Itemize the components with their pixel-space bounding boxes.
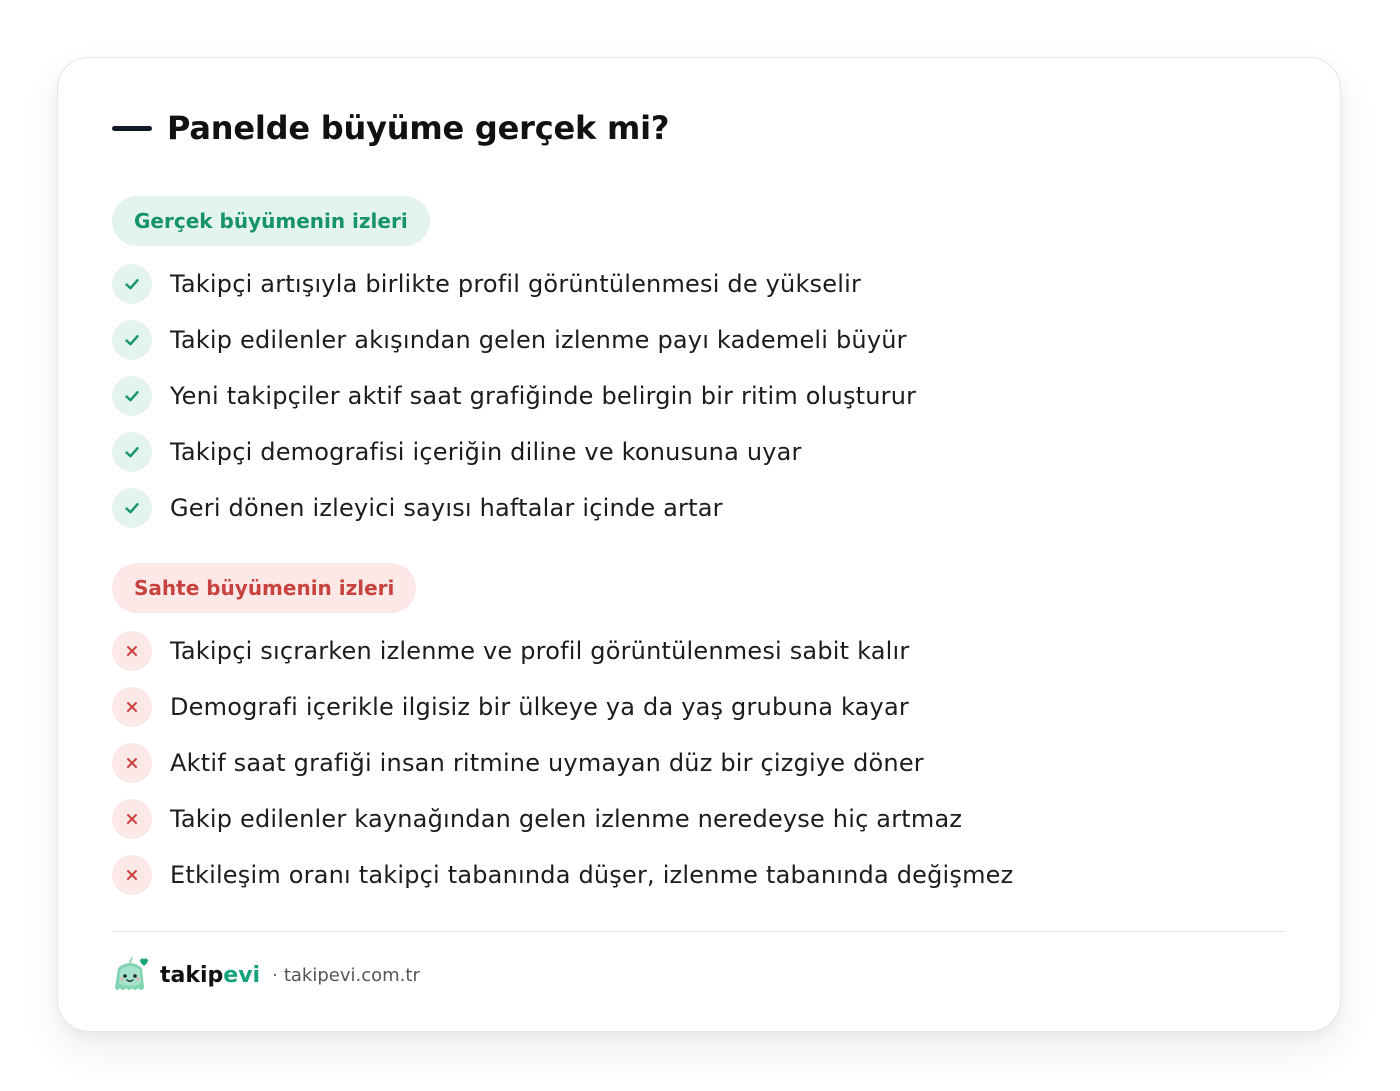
page-title: Panelde büyüme gerçek mi? <box>167 109 670 147</box>
check-icon <box>123 499 141 517</box>
check-icon <box>123 443 141 461</box>
list-item <box>112 799 1013 839</box>
cross-badge <box>112 631 152 671</box>
list-item-text: Takipçi sıçrarken izlenme ve profil görüntülenmesi sabit kalır <box>170 637 910 665</box>
footer-divider <box>112 931 1286 932</box>
cross-badge <box>112 687 152 727</box>
check-icon <box>123 275 141 293</box>
check-badge <box>112 432 152 472</box>
cross-badge <box>112 799 152 839</box>
info-card <box>57 57 1341 1032</box>
check-icon <box>123 331 141 349</box>
footer-url: takipevi.com.tr <box>283 964 420 986</box>
list-item <box>112 743 1013 783</box>
list-item <box>112 631 1013 671</box>
list-item <box>112 264 916 304</box>
list-item-text: Geri dönen izleyici sayısı haftalar içinde artar <box>170 494 723 522</box>
x-icon <box>123 866 141 884</box>
list-item-text: Etkileşim oranı takipçi tabanında düşer, izlenme tabanında değişmez <box>170 861 1014 889</box>
title-dash <box>112 126 152 131</box>
list-item <box>112 488 916 528</box>
footer <box>110 954 420 996</box>
list-item-text: Takipçi artışıyla birlikte profil görüntülenmesi de yükselir <box>170 270 862 298</box>
fake-signs-list <box>112 631 1013 911</box>
list-item-text: Takipçi demografisi içeriğin diline ve konusuna uyar <box>170 438 802 466</box>
list-item <box>112 687 1013 727</box>
list-item-text: Takip edilenler kaynağından gelen izlenme neredeyse hiç artmaz <box>170 805 963 833</box>
title-row <box>112 106 669 150</box>
list-item <box>112 855 1013 895</box>
check-badge <box>112 320 152 360</box>
list-item <box>112 320 916 360</box>
good-signs-heading: Gerçek büyümenin izleri <box>112 196 430 246</box>
check-badge <box>112 488 152 528</box>
check-badge <box>112 264 152 304</box>
check-badge <box>112 376 152 416</box>
cross-badge <box>112 743 152 783</box>
brand-name: takipevi <box>160 962 261 988</box>
list-item-text: Aktif saat grafiği insan ritmine uymayan düz bir çizgiye döner <box>170 749 924 777</box>
list-item <box>112 432 916 472</box>
x-icon <box>123 642 141 660</box>
check-icon <box>123 387 141 405</box>
x-icon <box>123 754 141 772</box>
good-signs-list <box>112 264 916 544</box>
x-icon <box>123 810 141 828</box>
mascot-logo <box>110 954 150 996</box>
list-item-text: Takip edilenler akışından gelen izlenme payı kademeli büyür <box>170 326 907 354</box>
list-item <box>112 376 916 416</box>
cross-badge <box>112 855 152 895</box>
fake-signs-heading: Sahte büyümenin izleri <box>112 563 416 613</box>
footer-separator: · <box>272 964 278 986</box>
x-icon <box>123 698 141 716</box>
list-item-text: Demografi içerikle ilgisiz bir ülkeye ya da yaş grubuna kayar <box>170 693 909 721</box>
list-item-text: Yeni takipçiler aktif saat grafiğinde belirgin bir ritim oluşturur <box>170 382 917 410</box>
